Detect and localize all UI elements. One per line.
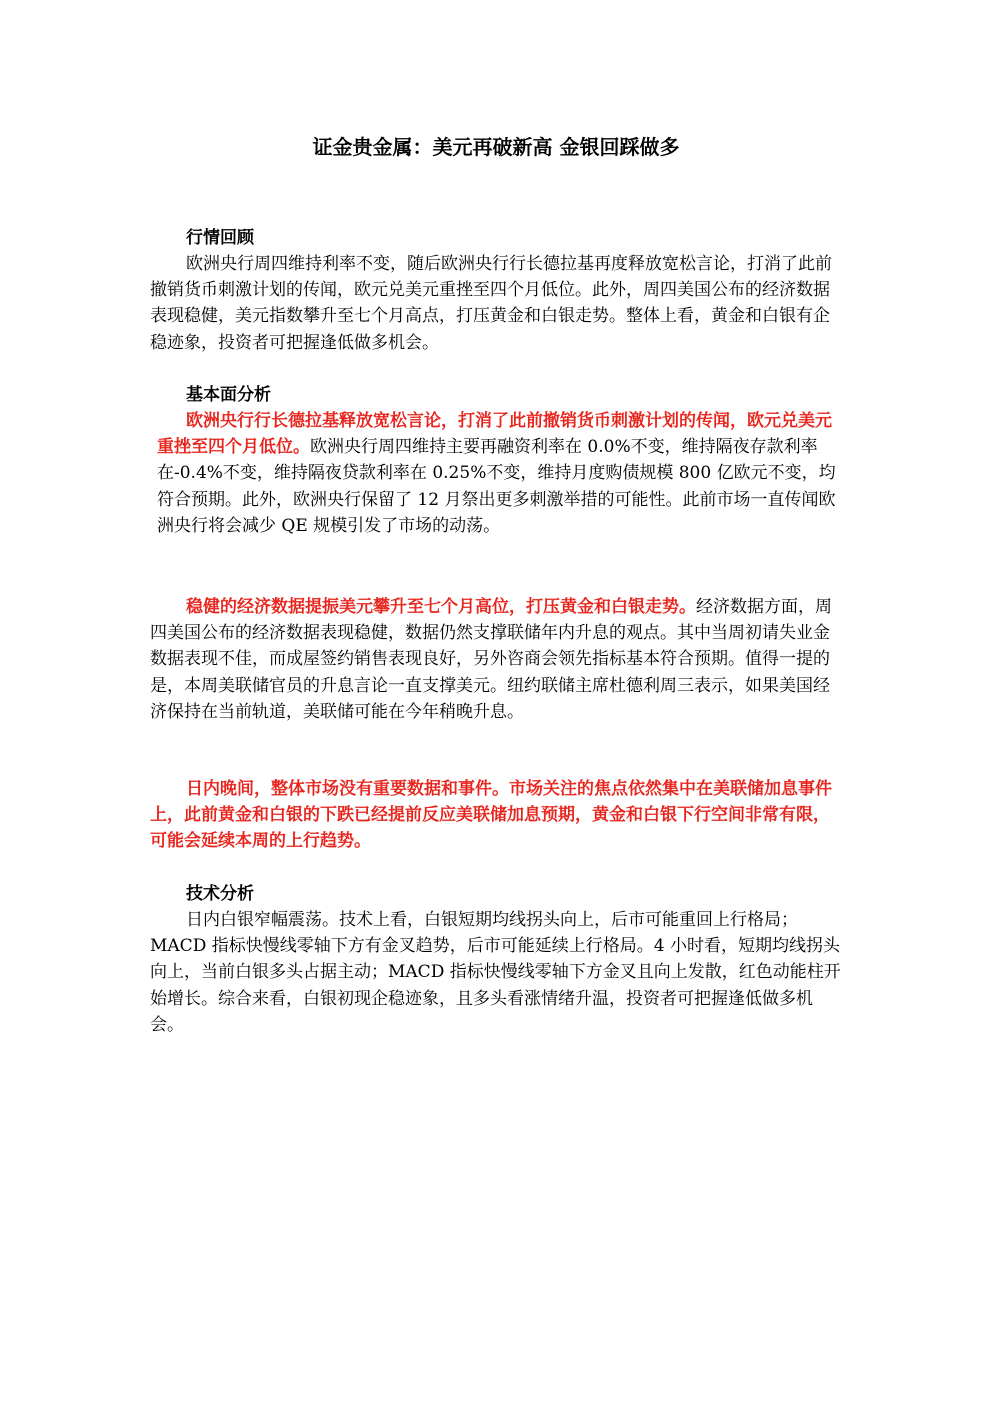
fundamental-paragraph-3: 日内晚间，整体市场没有重要数据和事件。市场关注的焦点依然集中在美联储加息事件上，此前黄金和白银的下跌已经提前反应美联储加息预期，黄金和白银下行空间非常有限，可能会延续本周的上行趋势。 <box>150 779 832 852</box>
section-heading-technical-analysis: 技术分析 <box>186 884 254 904</box>
document-title: 证金贵金属：美元再破新高 金银回踩做多 <box>312 135 680 159</box>
section-heading-market-review: 行情回顾 <box>186 228 254 248</box>
fundamental-paragraph-1 <box>157 408 845 539</box>
technical-analysis-paragraph: 日内白银窄幅震荡。技术上看，白银短期均线拐头向上，后市可能重回上行格局；MACD 指标快慢线零轴下方有金叉趋势，后市可能延续上行格局。4 小时看，短期均线拐头向上，当前白银多头占据主动；MACD 指标快慢线零轴下方金叉且向上发散，红色动能柱开始增长。综合来看，白银初现企稳迹象，且多头看涨情绪升温，投资者可把握逢低做多机会。 <box>150 910 841 1035</box>
market-review-paragraph: 欧洲央行周四维持利率不变，随后欧洲央行行长德拉基再度释放宽松言论，打消了此前撤销货币刺激计划的传闻，欧元兑美元重挫至四个月低位。此外，周四美国公布的经济数据表现稳健，美元指数攀升至七个月高点，打压黄金和白银走势。整体上看，黄金和白银有企稳迹象，投资者可把握逢低做多机会。 <box>150 254 832 353</box>
fundamental-paragraph-2-highlight: 稳健的经济数据提振美元攀升至七个月高位，打压黄金和白银走势。 <box>186 597 696 617</box>
fundamental-paragraph-2-body: 经济数据方面，周四美国公布的经济数据表现稳健，数据仍然支撑联储年内升息的观点。其中当周初请失业金数据表现不佳，而成屋签约销售表现良好，另外咨商会领先指标基本符合预期。值得一提的是，本周美联储官员的升息言论一直支撑美元。纽约联储主席杜德利周三表示，如果美国经济保持在当前轨道，美联储可能在今年稍晚升息。 <box>150 597 832 722</box>
fundamental-paragraph-1-highlight: 欧洲央行行长德拉基释放宽松言论，打消了此前撤销货币刺激计划的传闻，欧元兑美元重挫至四个月低位。 <box>157 411 832 458</box>
fundamental-paragraph-2 <box>150 594 844 725</box>
fundamental-paragraph-1-body: 欧洲央行周四维持主要再融资利率在 0.0%不变，维持隔夜存款利率在-0.4%不变，维持隔夜贷款利率在 0.25%不变，维持月度购债规模 800 亿欧元不变，均符合预期。此外，欧洲央行保留了 12 月祭出更多刺激举措的可能性。此前市场一直传闻欧洲央行将会减少 QE 规模引发了市场的动荡。 <box>157 437 836 536</box>
section-heading-fundamental-analysis: 基本面分析 <box>186 385 271 405</box>
